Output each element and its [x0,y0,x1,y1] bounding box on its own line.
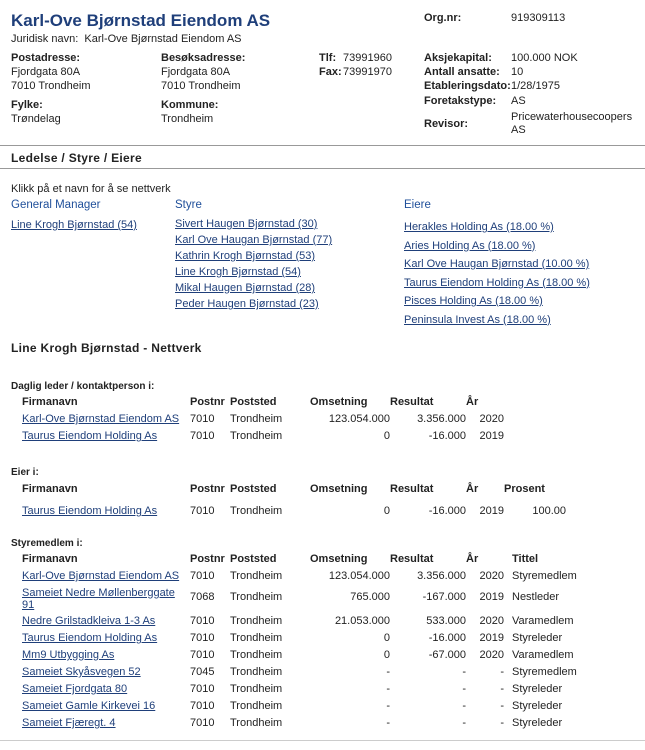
poststed: Trondheim [230,591,283,603]
omsetning: 765.000 [350,591,390,603]
styre-table [22,553,584,734]
revisor-line2: AS [511,124,526,136]
bottom-divider [0,740,645,741]
tittel: Varamedlem [512,649,574,661]
postnr: 7010 [190,700,215,712]
resultat: -16.000 [428,430,466,442]
tlf-label: Tlf: [319,52,337,64]
col-firmanavn: Firmanavn [22,483,78,495]
col-resultat: Resultat [390,483,434,495]
omsetning: 0 [383,505,390,517]
col-omsetning: Omsetning [310,483,368,495]
table-header [22,553,584,570]
table-row [22,430,504,447]
resultat: -16.000 [428,505,466,517]
firma-link[interactable]: Taurus Eiendom Holding As [22,430,158,442]
fylke-value: Trøndelag [11,113,61,125]
postadresse-line2: 7010 Trondheim [11,80,91,92]
tittel: Styremedlem [512,570,577,582]
eier-link[interactable]: Herakles Holding As (18.00 %) [404,221,554,233]
ar: 2020 [479,570,504,582]
eier-table [22,483,566,522]
resultat: -167.000 [422,591,466,603]
etablert-value: 1/28/1975 [511,80,560,92]
col-postnr: Postnr [190,396,225,408]
revisor-label: Revisor: [424,118,469,130]
postadresse-label: Postadresse: [11,52,81,64]
poststed: Trondheim [230,666,283,678]
col-tittel: Tittel [512,553,539,565]
revisor-line1: Pricewaterhousecoopers [511,111,633,123]
omsetning: 0 [383,430,390,442]
resultat: - [462,666,466,678]
eier-link[interactable]: Peninsula Invest As (18.00 %) [404,313,551,326]
col-firmanavn: Firmanavn [22,553,78,565]
resultat: 533.000 [426,615,466,627]
poststed: Trondheim [230,700,283,712]
poststed: Trondheim [230,615,283,627]
col-resultat: Resultat [390,396,434,408]
postnr: 7010 [190,505,215,517]
resultat: 3.356.000 [417,413,466,425]
poststed: Trondheim [230,413,283,425]
poststed: Trondheim [230,649,283,661]
col-omsetning: Omsetning [310,553,368,565]
ar: - [500,666,504,678]
prosent: 100.00 [532,505,566,517]
col-omsetning: Omsetning [310,396,368,408]
firma-link[interactable]: Karl-Ove Bjørnstad Eiendom AS [22,570,180,582]
resultat: - [462,683,466,695]
orgnr-label: Org.nr: [424,12,462,24]
divider-top [0,145,645,146]
ar: 2020 [479,615,504,627]
poststed: Trondheim [230,430,283,442]
col-ar: År [466,553,479,565]
kommune-label: Kommune: [161,99,219,111]
table-row [22,570,584,587]
divider-bottom [0,168,645,169]
poststed: Trondheim [230,717,283,729]
omsetning: 123.054.000 [328,570,390,582]
tittel: Styreleder [512,632,563,644]
table-row [22,615,584,632]
ansatte-value: 10 [511,66,524,78]
omsetning: 21.053.000 [334,615,390,627]
eier-link[interactable]: Karl Ove Haugan Bjørnstad (10.00 %) [404,258,590,270]
eiere-heading: Eiere [404,199,431,211]
resultat: -16.000 [428,632,466,644]
styre-link[interactable]: Peder Haugen Bjørnstad (23) [175,298,319,310]
firma-link[interactable]: Sameiet Skyåsvegen 52 [22,666,141,678]
firma-link[interactable]: Sameiet Nedre Møllenberggate 91 [22,587,175,611]
styre-link[interactable]: Kathrin Krogh Bjørnstad (53) [175,250,316,262]
tittel: Styreleder [512,717,563,729]
legal-name-value: Karl-Ove Bjørnstad Eiendom AS [84,33,242,45]
styre-link[interactable]: Karl Ove Haugan Bjørnstad (77) [175,234,333,246]
table-row [22,632,584,649]
eier-link[interactable]: Taurus Eiendom Holding As (18.00 %) [404,276,590,289]
col-poststed: Poststed [230,396,277,408]
col-firmanavn: Firmanavn [22,396,78,408]
omsetning: - [386,666,390,678]
table-row [22,649,584,666]
besok-label: Besøksadresse: [161,52,246,64]
ar: 2019 [479,505,504,517]
daglig-table [22,396,504,447]
omsetning: - [386,683,390,695]
foretakstype-value: AS [511,95,526,107]
ar: 2020 [479,649,504,661]
col-poststed: Poststed [230,483,277,495]
col-resultat: Resultat [390,553,434,565]
eier-link[interactable]: Pisces Holding As (18.00 %) [404,295,543,307]
postadresse-line1: Fjordgata 80A [11,66,81,78]
styre-heading: Styre [175,199,202,211]
orgnr-value: 919309113 [511,12,566,24]
ansatte-label: Antall ansatte: [424,66,500,78]
daglig-heading: Daglig leder / kontaktperson i: [11,381,155,392]
tittel: Styreleder [512,700,563,712]
postnr: 7010 [190,632,215,644]
col-ar: År [466,396,479,408]
firma-link[interactable]: Sameiet Fjordgata 80 [22,683,128,695]
kommune-value: Trondheim [161,113,214,125]
ar: 2019 [479,430,504,442]
legal-name-row [11,33,242,45]
postnr: 7010 [190,413,215,425]
col-prosent: Prosent [504,483,545,495]
styremedlem-heading: Styremedlem i: [11,538,83,549]
omsetning: - [386,717,390,729]
postnr: 7068 [190,591,215,603]
gm-list [11,217,137,233]
aksjekapital-label: Aksjekapital: [424,52,492,64]
omsetning: 0 [383,632,390,644]
legal-name-label: Juridisk navn: [11,33,79,45]
tittel: Styreleder [512,683,563,695]
ar: - [500,683,504,695]
table-row [22,587,584,615]
tittel: Varamedlem [512,615,574,627]
styre-link[interactable]: Line Krogh Bjørnstad (54) [175,266,301,278]
besok-line2: 7010 Trondheim [161,80,241,92]
fax-label: Fax: [319,66,342,78]
ar: - [500,700,504,712]
postnr: 7010 [190,430,215,442]
fax-value: 73991970 [343,66,392,78]
firma-link[interactable]: Sameiet Fjæregt. 4 [22,717,116,729]
omsetning: 0 [383,649,390,661]
postnr: 7010 [190,717,215,729]
firma-link[interactable]: Karl-Ove Bjørnstad Eiendom AS [22,413,180,425]
poststed: Trondheim [230,683,283,695]
styre-list [175,216,332,312]
table-row [22,666,584,683]
etablert-label: Etableringsdato: [424,80,511,92]
eiere-list [404,218,590,329]
fylke-label: Fylke: [11,99,43,111]
col-poststed: Poststed [230,553,277,565]
ledelse-hint: Klikk på et navn for å se nettverk [11,183,171,195]
firma-link[interactable]: Nedre Grilstadkleiva 1-3 As [22,615,156,627]
postnr: 7045 [190,666,215,678]
postnr: 7010 [190,649,215,661]
postnr: 7010 [190,615,215,627]
col-postnr: Postnr [190,553,225,565]
col-postnr: Postnr [190,483,225,495]
omsetning: 123.054.000 [328,413,390,425]
table-header [22,483,566,500]
gm-link[interactable]: Line Krogh Bjørnstad (54) [11,219,137,231]
ar: - [500,717,504,729]
gm-heading: General Manager [11,199,101,211]
table-header [22,396,504,413]
firma-link[interactable]: Sameiet Gamle Kirkevei 16 [22,700,156,712]
poststed: Trondheim [230,632,283,644]
table-row [22,500,566,522]
ar: 2019 [479,591,504,603]
nettverk-heading: Line Krogh Bjørnstad - Nettverk [11,341,202,355]
table-row [22,700,584,717]
resultat: 3.356.000 [417,570,466,582]
aksjekapital-value: 100.000 NOK [511,52,578,64]
company-title: Karl-Ove Bjørnstad Eiendom AS [11,11,271,30]
resultat: - [462,717,466,729]
ar: 2019 [479,632,504,644]
styre-link[interactable]: Sivert Haugen Bjørnstad (30) [175,218,318,230]
tittel: Styremedlem [512,666,577,678]
firma-link[interactable]: Mm9 Utbygging As [22,649,115,661]
eier-link[interactable]: Aries Holding As (18.00 %) [404,239,536,252]
foretakstype-label: Foretakstype: [424,95,497,107]
ledelse-heading: Ledelse / Styre / Eiere [11,151,142,165]
resultat: -67.000 [428,649,466,661]
tittel: Nestleder [512,591,560,603]
col-ar: År [466,483,479,495]
resultat: - [462,700,466,712]
table-row [22,717,584,734]
postnr: 7010 [190,570,215,582]
table-row [22,413,504,430]
table-row [22,683,584,700]
tlf-value: 73991960 [343,52,392,64]
eier-heading: Eier i: [11,467,39,478]
ar: 2020 [479,413,504,425]
firma-link[interactable]: Taurus Eiendom Holding As [22,505,158,517]
besok-line1: Fjordgata 80A [161,66,231,78]
styre-link[interactable]: Mikal Haugen Bjørnstad (28) [175,282,316,294]
omsetning: - [386,700,390,712]
poststed: Trondheim [230,505,283,517]
postnr: 7010 [190,683,215,695]
firma-link[interactable]: Taurus Eiendom Holding As [22,632,158,644]
poststed: Trondheim [230,570,283,582]
